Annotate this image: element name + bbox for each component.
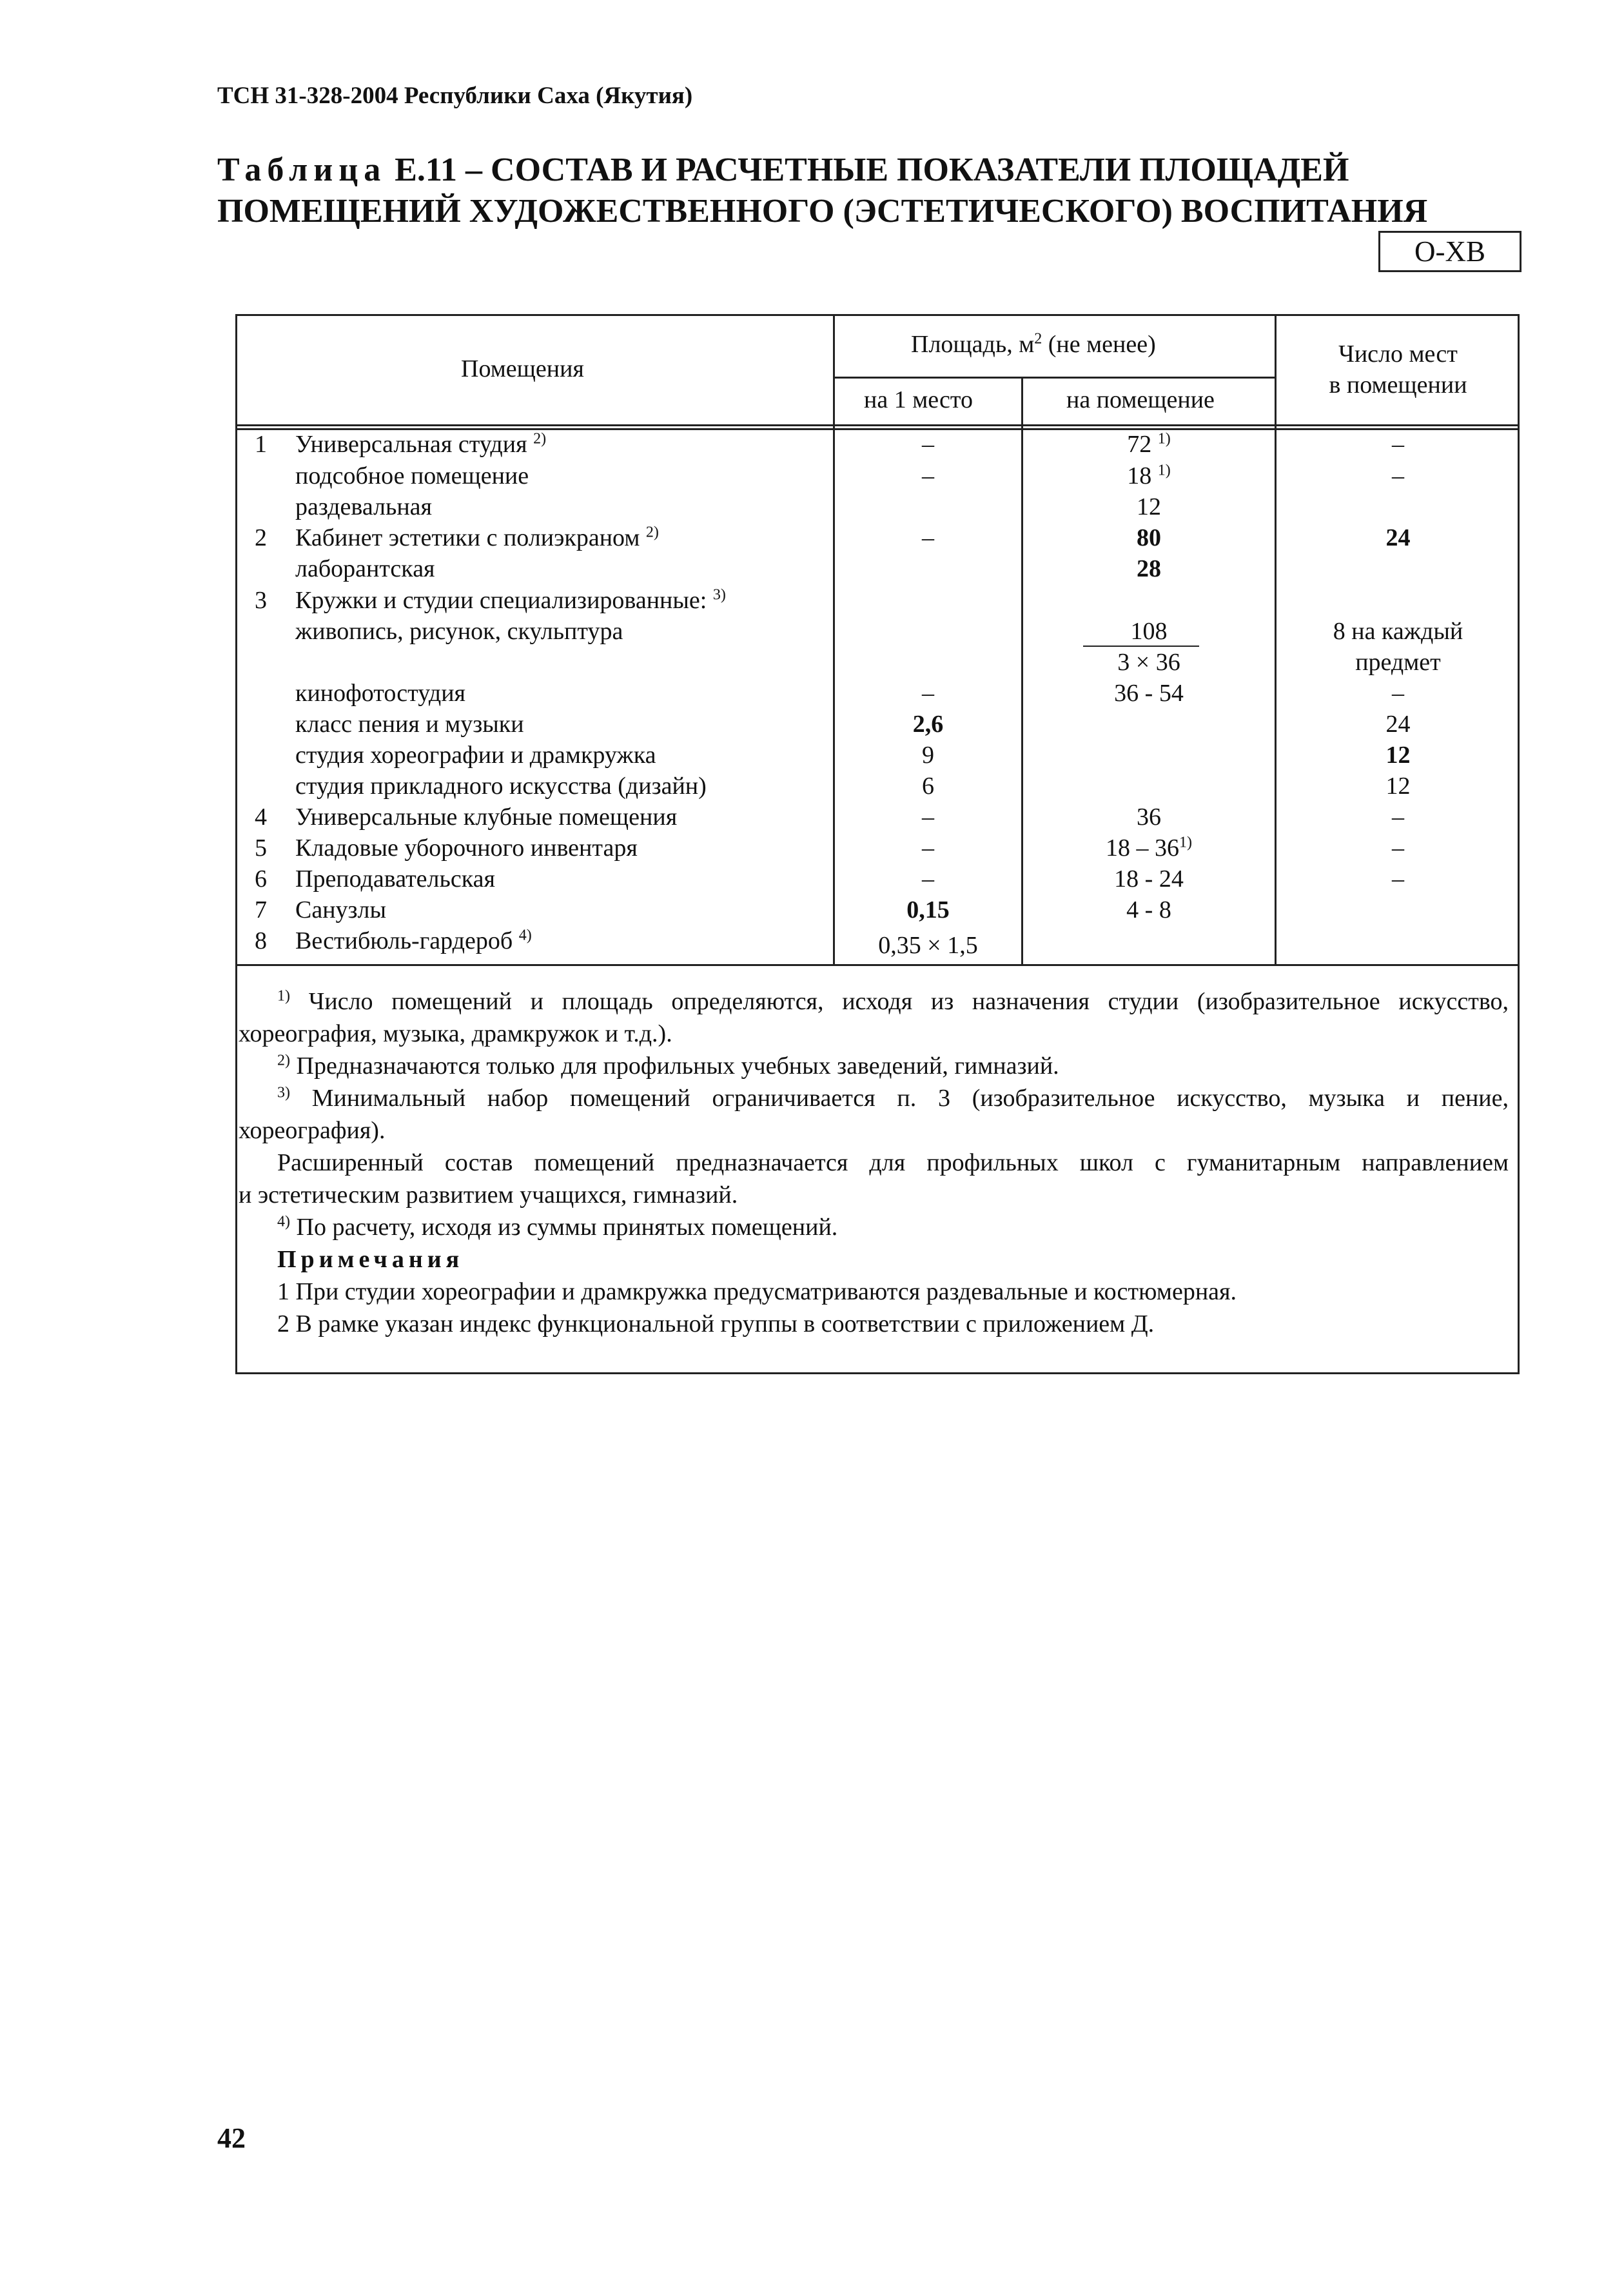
footnote-mark: 3) [277, 1084, 290, 1101]
row-number: 8 [255, 927, 267, 954]
cell-seats: 24 [1385, 524, 1411, 551]
header-per-place: на 1 место [864, 386, 973, 413]
row-name [295, 925, 532, 956]
row-number: 6 [255, 865, 267, 893]
row-name: Универсальные клубные помещения [295, 804, 678, 831]
row-name: кинофотостудия [295, 680, 466, 707]
cell-seats: 8 на каждый [1333, 618, 1463, 645]
cell-per-room: 18 - 24 [1114, 865, 1184, 893]
row-name-text: Универсальная студия [295, 431, 527, 458]
header-area-sup: 2 [1034, 330, 1042, 348]
footnote-ref: 1) [1157, 462, 1171, 479]
header-subdivider [833, 377, 1277, 379]
cell-per-room: 80 [1137, 524, 1161, 551]
header-bottom-line [235, 424, 1520, 426]
footnote-text-cont: и эстетическим развитием учащихся, гимназий. [239, 1181, 738, 1209]
cell-seats: – [1392, 834, 1404, 862]
cell-per-room-value: 18 – 36 [1106, 834, 1179, 862]
cell-seats: 12 [1385, 742, 1411, 769]
cell-per-place: 2,6 [912, 711, 944, 738]
cell-per-place: – [922, 865, 934, 893]
row-name-text: Кабинет эстетики с полиэкраном [295, 524, 640, 551]
row-name: студия хореографии и драмкружка [295, 742, 656, 769]
cell-per-place: – [922, 431, 934, 458]
cell-per-room [1023, 833, 1275, 863]
row-name: студия прикладного искусства (дизайн) [295, 773, 707, 800]
cell-per-room: 4 - 8 [1126, 896, 1171, 923]
footnote-ref: 2) [645, 524, 659, 541]
cell-per-place: – [922, 462, 934, 489]
row-name: Преподавательская [295, 865, 495, 893]
note-2 [239, 1308, 1509, 1340]
header-seats-2: в помещении [1329, 371, 1467, 399]
footnote-text-cont: хореография, музыка, драмкружок и т.д.). [239, 1020, 672, 1047]
cell-seats-line-2: предмет [1355, 649, 1441, 676]
cell-per-room: 36 - 54 [1114, 680, 1184, 707]
footnote-text: Минимальный набор помещений ограничивается п. 3 (изобразительное искусство, музыка и пение, [290, 1085, 1509, 1112]
row-number: 1 [255, 431, 267, 458]
cell-seats: – [1392, 680, 1404, 707]
footnote-text: По расчету, исходя из суммы принятых помещений. [290, 1214, 838, 1241]
cell-per-room: 28 [1137, 555, 1161, 582]
functional-group-index: О-ХВ [1378, 231, 1521, 272]
row-name [295, 429, 546, 460]
table-title [217, 150, 1545, 232]
footnote-3 [239, 1082, 1509, 1147]
footnote-2 [239, 1050, 1509, 1082]
header-seats-1: Число мест [1338, 340, 1458, 368]
cell-seats: – [1392, 462, 1404, 489]
extended-composition-note [239, 1147, 1509, 1211]
footnote-text: Число помещений и площадь определяются, исходя из назначения студии (изобразительное искусство, [290, 988, 1509, 1015]
note-1 [239, 1276, 1509, 1308]
header-area-text: Площадь, м [911, 331, 1035, 358]
cell-per-room: 36 [1137, 804, 1161, 831]
row-name: подсобное помещение [295, 462, 529, 489]
cell-per-place: – [922, 834, 934, 862]
row-name: лаборантская [295, 555, 435, 582]
page-number: 42 [217, 2122, 246, 2154]
header-rooms: Помещения [461, 355, 584, 382]
cell-per-place: – [922, 524, 934, 551]
cell-per-place: 6 [922, 773, 934, 800]
title-line-2: ПОМЕЩЕНИЙ ХУДОЖЕСТВЕННОГО (ЭСТЕТИЧЕСКОГО) ВОСПИТАНИЯ [217, 193, 1428, 230]
note-text: 1 При студии хореографии и драмкружка предусматриваются раздевальные и костюмерная. [277, 1278, 1237, 1305]
row-number: 2 [255, 524, 267, 551]
row-number: 7 [255, 896, 267, 923]
title-number: Е.11 – СОСТАВ И РАСЧЕТНЫЕ ПОКАЗАТЕЛИ ПЛОЩАДЕЙ [386, 152, 1349, 188]
row-name-text: Вестибюль-гардероб [295, 927, 513, 954]
cell-seats: – [1392, 804, 1404, 831]
header-area-suffix: (не менее) [1042, 331, 1156, 358]
running-header: ТСН 31-328-2004 Республики Саха (Якутия) [217, 83, 693, 109]
row-number: 4 [255, 804, 267, 831]
table-body-bottom [235, 964, 1520, 966]
row-name: Кладовые уборочного инвентаря [295, 834, 638, 862]
cell-per-room [1023, 429, 1275, 460]
row-name: Санузлы [295, 896, 387, 923]
notes-heading: Примечания [277, 1246, 464, 1273]
cell-seats: 24 [1385, 711, 1411, 738]
cell-per-room-value: 72 [1127, 431, 1152, 458]
cell-per-room [1023, 460, 1275, 491]
cell-seats: – [1392, 431, 1404, 458]
row-name: живопись, рисунок, скульптура [295, 618, 623, 645]
footnote-text: Предназначаются только для профильных учебных заведений, гимназий. [290, 1052, 1059, 1080]
cell-per-room-numerator: 108 [1130, 618, 1168, 645]
footnote-mark: 1) [277, 987, 290, 1005]
cell-per-room-denominator: 3 × 36 [1117, 649, 1180, 676]
notes-title [239, 1243, 1509, 1276]
row-number: 3 [255, 587, 267, 614]
cell-per-place: 0,15 [906, 896, 950, 923]
footnote-mark: 2) [277, 1052, 290, 1069]
row-number: 5 [255, 834, 267, 862]
footnote-ref: 3) [712, 586, 726, 604]
row-name [295, 585, 726, 616]
footnote-ref: 1) [1179, 834, 1192, 851]
cell-seats: 12 [1385, 773, 1411, 800]
footnote-4 [239, 1211, 1509, 1243]
footnote-mark: 4) [277, 1213, 290, 1230]
footnote-ref: 4) [518, 927, 532, 944]
cell-per-place: – [922, 680, 934, 707]
title-prefix: Таблица [217, 152, 387, 188]
row-name: раздевальная [295, 493, 433, 520]
cell-per-room: 12 [1137, 493, 1161, 520]
note-text: 2 В рамке указан индекс функциональной группы в соответствии с приложением Д. [277, 1310, 1155, 1337]
footnote-ref: 2) [533, 430, 547, 448]
footnote-ref: 1) [1157, 430, 1171, 448]
footnote-1 [239, 985, 1509, 1050]
row-name: класс пения и музыки [295, 711, 524, 738]
cell-per-place: 0,35 × 1,5 [878, 932, 978, 959]
header-area [911, 329, 1156, 360]
row-name [295, 522, 659, 553]
cell-per-place: 9 [922, 742, 934, 769]
cell-seats: – [1392, 865, 1404, 893]
cell-per-room-value: 18 [1127, 462, 1152, 489]
row-name-text: Кружки и студии специализированные: [295, 587, 707, 614]
footnote-text-cont: хореография). [239, 1117, 386, 1144]
cell-per-place: – [922, 804, 934, 831]
header-per-room: на помещение [1066, 386, 1215, 413]
footnote-text: Расширенный состав помещений предназначается для профильных школ с гуманитарным направлением [277, 1149, 1509, 1176]
